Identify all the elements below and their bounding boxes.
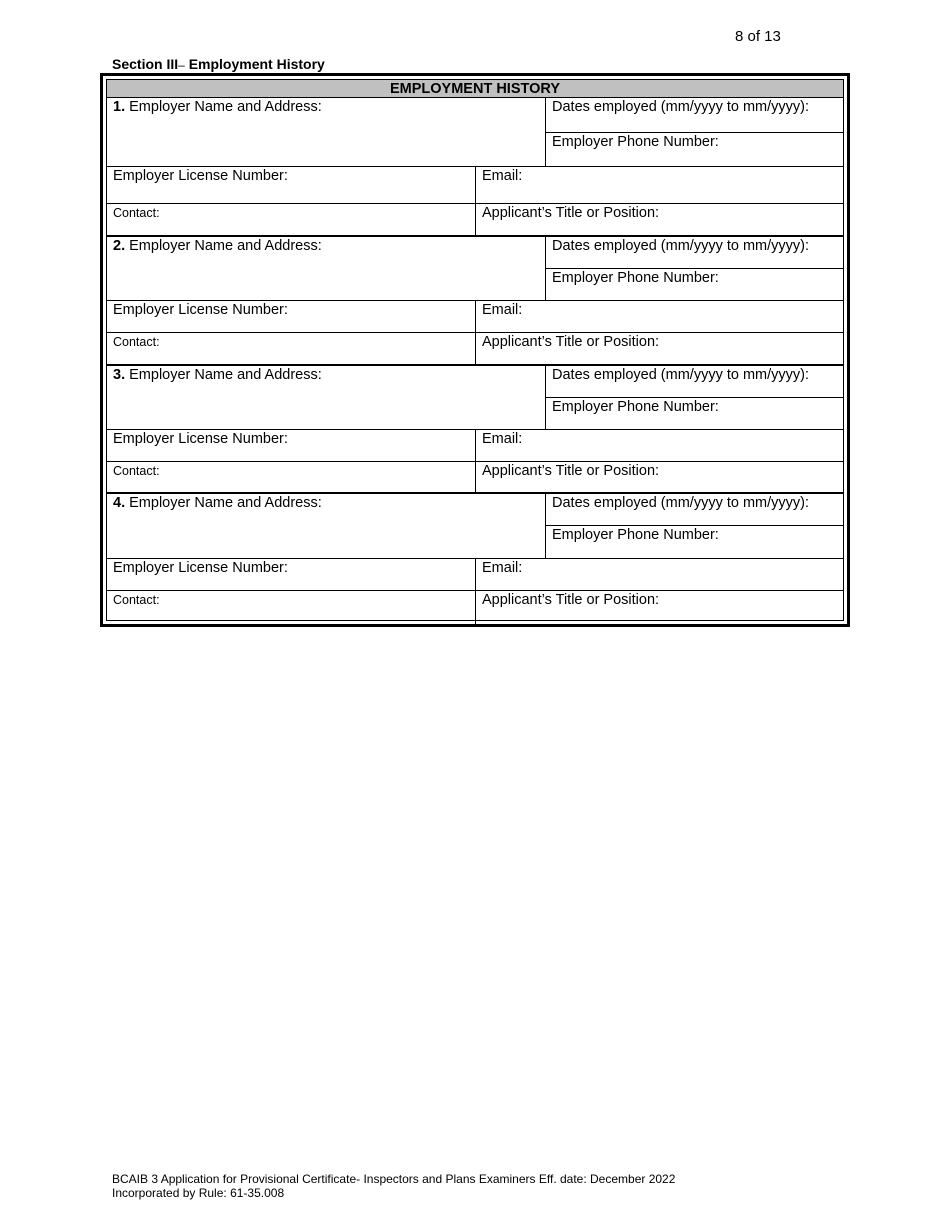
dates-employed-field-1[interactable] bbox=[546, 98, 844, 132]
email-field-2[interactable] bbox=[476, 301, 844, 332]
contact-field-2[interactable] bbox=[107, 333, 475, 364]
employer-license-field-2[interactable] bbox=[107, 301, 475, 332]
entry-number: 4. bbox=[113, 495, 126, 511]
contact-field-4[interactable] bbox=[107, 591, 475, 622]
contact-label: Contact: bbox=[113, 206, 160, 220]
employer-phone-label: Employer Phone Number: bbox=[552, 399, 719, 415]
employer-entry-1 bbox=[107, 98, 843, 235]
employer-license-field-4[interactable] bbox=[107, 559, 475, 590]
employer-phone-label: Employer Phone Number: bbox=[552, 527, 719, 543]
dates-employed-label: Dates employed (mm/yyyy to mm/yyyy): bbox=[552, 99, 810, 115]
applicant-title-field-2[interactable] bbox=[476, 333, 844, 364]
dates-employed-field-4[interactable] bbox=[546, 494, 844, 525]
employer-name-address-field-1[interactable] bbox=[107, 98, 545, 166]
applicant-title-label: Applicant’s Title or Position: bbox=[482, 592, 660, 608]
section-dash: – bbox=[178, 58, 185, 72]
applicant-title-label: Applicant’s Title or Position: bbox=[482, 463, 660, 479]
employer-phone-label: Employer Phone Number: bbox=[552, 134, 719, 150]
employment-history-table bbox=[100, 73, 850, 627]
table-inner bbox=[106, 79, 844, 621]
page-number: 8 of 13 bbox=[735, 28, 781, 45]
employer-entry-2 bbox=[107, 235, 843, 364]
employer-entry-4 bbox=[107, 492, 843, 622]
employer-phone-field-4[interactable] bbox=[546, 526, 844, 558]
entry-number: 2. bbox=[113, 238, 126, 254]
dates-employed-label: Dates employed (mm/yyyy to mm/yyyy): bbox=[552, 495, 810, 511]
applicant-title-label: Applicant’s Title or Position: bbox=[482, 334, 660, 350]
employer-license-field-3[interactable] bbox=[107, 430, 475, 461]
employer-name-address-label: Employer Name and Address: bbox=[129, 238, 322, 254]
email-field-4[interactable] bbox=[476, 559, 844, 590]
email-field-3[interactable] bbox=[476, 430, 844, 461]
employer-name-address-label: Employer Name and Address: bbox=[129, 495, 322, 511]
employer-license-field-1[interactable] bbox=[107, 167, 475, 203]
email-label: Email: bbox=[482, 431, 523, 447]
contact-label: Contact: bbox=[113, 464, 160, 478]
entry-number: 3. bbox=[113, 367, 126, 383]
section-label: Section III bbox=[112, 56, 179, 72]
employer-name-address-label: Employer Name and Address: bbox=[129, 367, 322, 383]
dates-employed-label: Dates employed (mm/yyyy to mm/yyyy): bbox=[552, 238, 810, 254]
contact-label: Contact: bbox=[113, 593, 160, 607]
contact-label: Contact: bbox=[113, 335, 160, 349]
employer-phone-field-1[interactable] bbox=[546, 133, 844, 166]
email-label: Email: bbox=[482, 168, 523, 184]
employer-license-label: Employer License Number: bbox=[113, 431, 288, 447]
employer-license-label: Employer License Number: bbox=[113, 168, 288, 184]
entry-number: 1. bbox=[113, 99, 126, 115]
email-label: Email: bbox=[482, 560, 523, 576]
email-field-1[interactable] bbox=[476, 167, 844, 203]
applicant-title-field-1[interactable] bbox=[476, 204, 844, 235]
employer-phone-field-3[interactable] bbox=[546, 398, 844, 429]
dates-employed-field-3[interactable] bbox=[546, 366, 844, 397]
employer-phone-field-2[interactable] bbox=[546, 269, 844, 300]
section-subtitle: Employment History bbox=[188, 56, 325, 72]
employer-name-address-label: Employer Name and Address: bbox=[129, 99, 322, 115]
section-title bbox=[112, 56, 325, 72]
contact-field-1[interactable] bbox=[107, 204, 475, 235]
employer-entry-3 bbox=[107, 364, 843, 492]
employer-name-address-field-2[interactable] bbox=[107, 237, 545, 300]
dates-employed-field-2[interactable] bbox=[546, 237, 844, 268]
footer-form-info: BCAIB 3 Application for Provisional Certificate- Inspectors and Plans Examiners Eff. date: December 2022 bbox=[112, 1172, 676, 1186]
employer-name-address-field-3[interactable] bbox=[107, 366, 545, 429]
applicant-title-label: Applicant’s Title or Position: bbox=[482, 205, 660, 221]
contact-field-3[interactable] bbox=[107, 462, 475, 492]
applicant-title-field-3[interactable] bbox=[476, 462, 844, 492]
employer-license-label: Employer License Number: bbox=[113, 302, 288, 318]
applicant-title-field-4[interactable] bbox=[476, 591, 844, 622]
employer-phone-label: Employer Phone Number: bbox=[552, 270, 719, 286]
table-header: EMPLOYMENT HISTORY bbox=[107, 80, 843, 98]
footer bbox=[112, 1172, 675, 1200]
employer-name-address-field-4[interactable] bbox=[107, 494, 545, 558]
footer-rule: Incorporated by Rule: 61-35.008 bbox=[112, 1186, 285, 1200]
dates-employed-label: Dates employed (mm/yyyy to mm/yyyy): bbox=[552, 367, 810, 383]
email-label: Email: bbox=[482, 302, 523, 318]
employer-license-label: Employer License Number: bbox=[113, 560, 288, 576]
